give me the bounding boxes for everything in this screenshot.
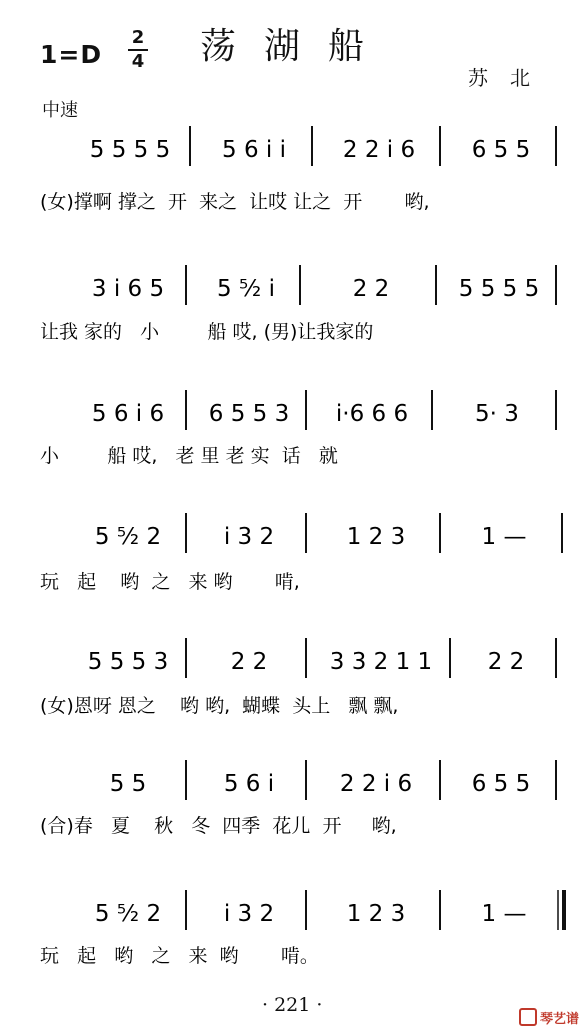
song-title: 荡湖船 [200, 26, 393, 67]
key-signature: 1=D [40, 40, 103, 69]
lyric-line: 玩 起 哟 之 来 哟 啃。 [40, 945, 319, 967]
lyric-line: (合)春 夏 秋 冬 四季 花儿 开 哟, [40, 815, 397, 837]
lyric-line: (女)恩呀 恩之 哟 哟, 蝴蝶 头上 飘 飘, [40, 695, 399, 717]
measure-notes: 5 6 i [223, 771, 275, 797]
measure-notes: 1 — [481, 901, 527, 927]
measure-notes: 5 6 i i [222, 137, 286, 163]
measure-notes: 2 2 [230, 649, 268, 675]
measure-notes: 5 ⁵⁄₂ 2 [94, 524, 162, 550]
measure-notes: 5 5 5 3 [87, 649, 169, 675]
watermark-icon [519, 1008, 537, 1026]
measure-notes: 2 2 i 6 [339, 771, 413, 797]
tempo-marking: 中速 [42, 100, 78, 121]
measure-notes: i 3 2 [223, 901, 275, 927]
measure-notes: 3 i 6 5 [91, 276, 165, 302]
measure-notes: 2 2 [352, 276, 390, 302]
measure-notes: 6 5 5 [471, 137, 531, 163]
measure-notes: 2 2 [487, 649, 525, 675]
lyric-line: 让我 家的 小 船 哎, (男)让我家的 [40, 321, 374, 343]
measure-notes: 2 2 i 6 [342, 137, 416, 163]
measure-notes: 6 5 5 3 [208, 401, 290, 427]
song-region: 苏北 [468, 66, 552, 90]
lyric-line: 玩 起 哟 之 来 哟 啃, [40, 571, 300, 593]
measure-notes: 1 2 3 [346, 524, 406, 550]
lyric-line: (女)撑啊 撑之 开 来之 让哎 让之 开 哟, [40, 191, 430, 213]
measure-notes: 5 6 i 6 [91, 401, 165, 427]
measure-notes: 5· 3 [475, 401, 519, 427]
measure-notes: i 3 2 [223, 524, 275, 550]
measure-notes: 1 — [481, 524, 527, 550]
measure-notes: 5 ⁵⁄₂ i [217, 276, 275, 302]
measure-notes: 5 5 5 5 [89, 137, 171, 163]
watermark-logo [519, 1008, 579, 1027]
lyric-line: 小 船 哎, 老 里 老 实 话 就 [40, 445, 338, 467]
measure-notes: 1 2 3 [346, 901, 406, 927]
meter-bottom: 4 [131, 51, 145, 72]
measure-notes: 3 3 2 1 1 [329, 649, 433, 675]
measure-notes: 5 5 5 5 [458, 276, 540, 302]
measure-notes: 5 ⁵⁄₂ 2 [94, 901, 162, 927]
page-number: · 221 · [262, 994, 323, 1016]
measure-notes: 5 5 [109, 771, 147, 797]
measure-notes: i·6 6 6 [335, 401, 409, 427]
meter-top: 2 [131, 27, 145, 48]
watermark-text: 琴艺谱 [539, 1012, 579, 1027]
measure-notes: 6 5 5 [471, 771, 531, 797]
